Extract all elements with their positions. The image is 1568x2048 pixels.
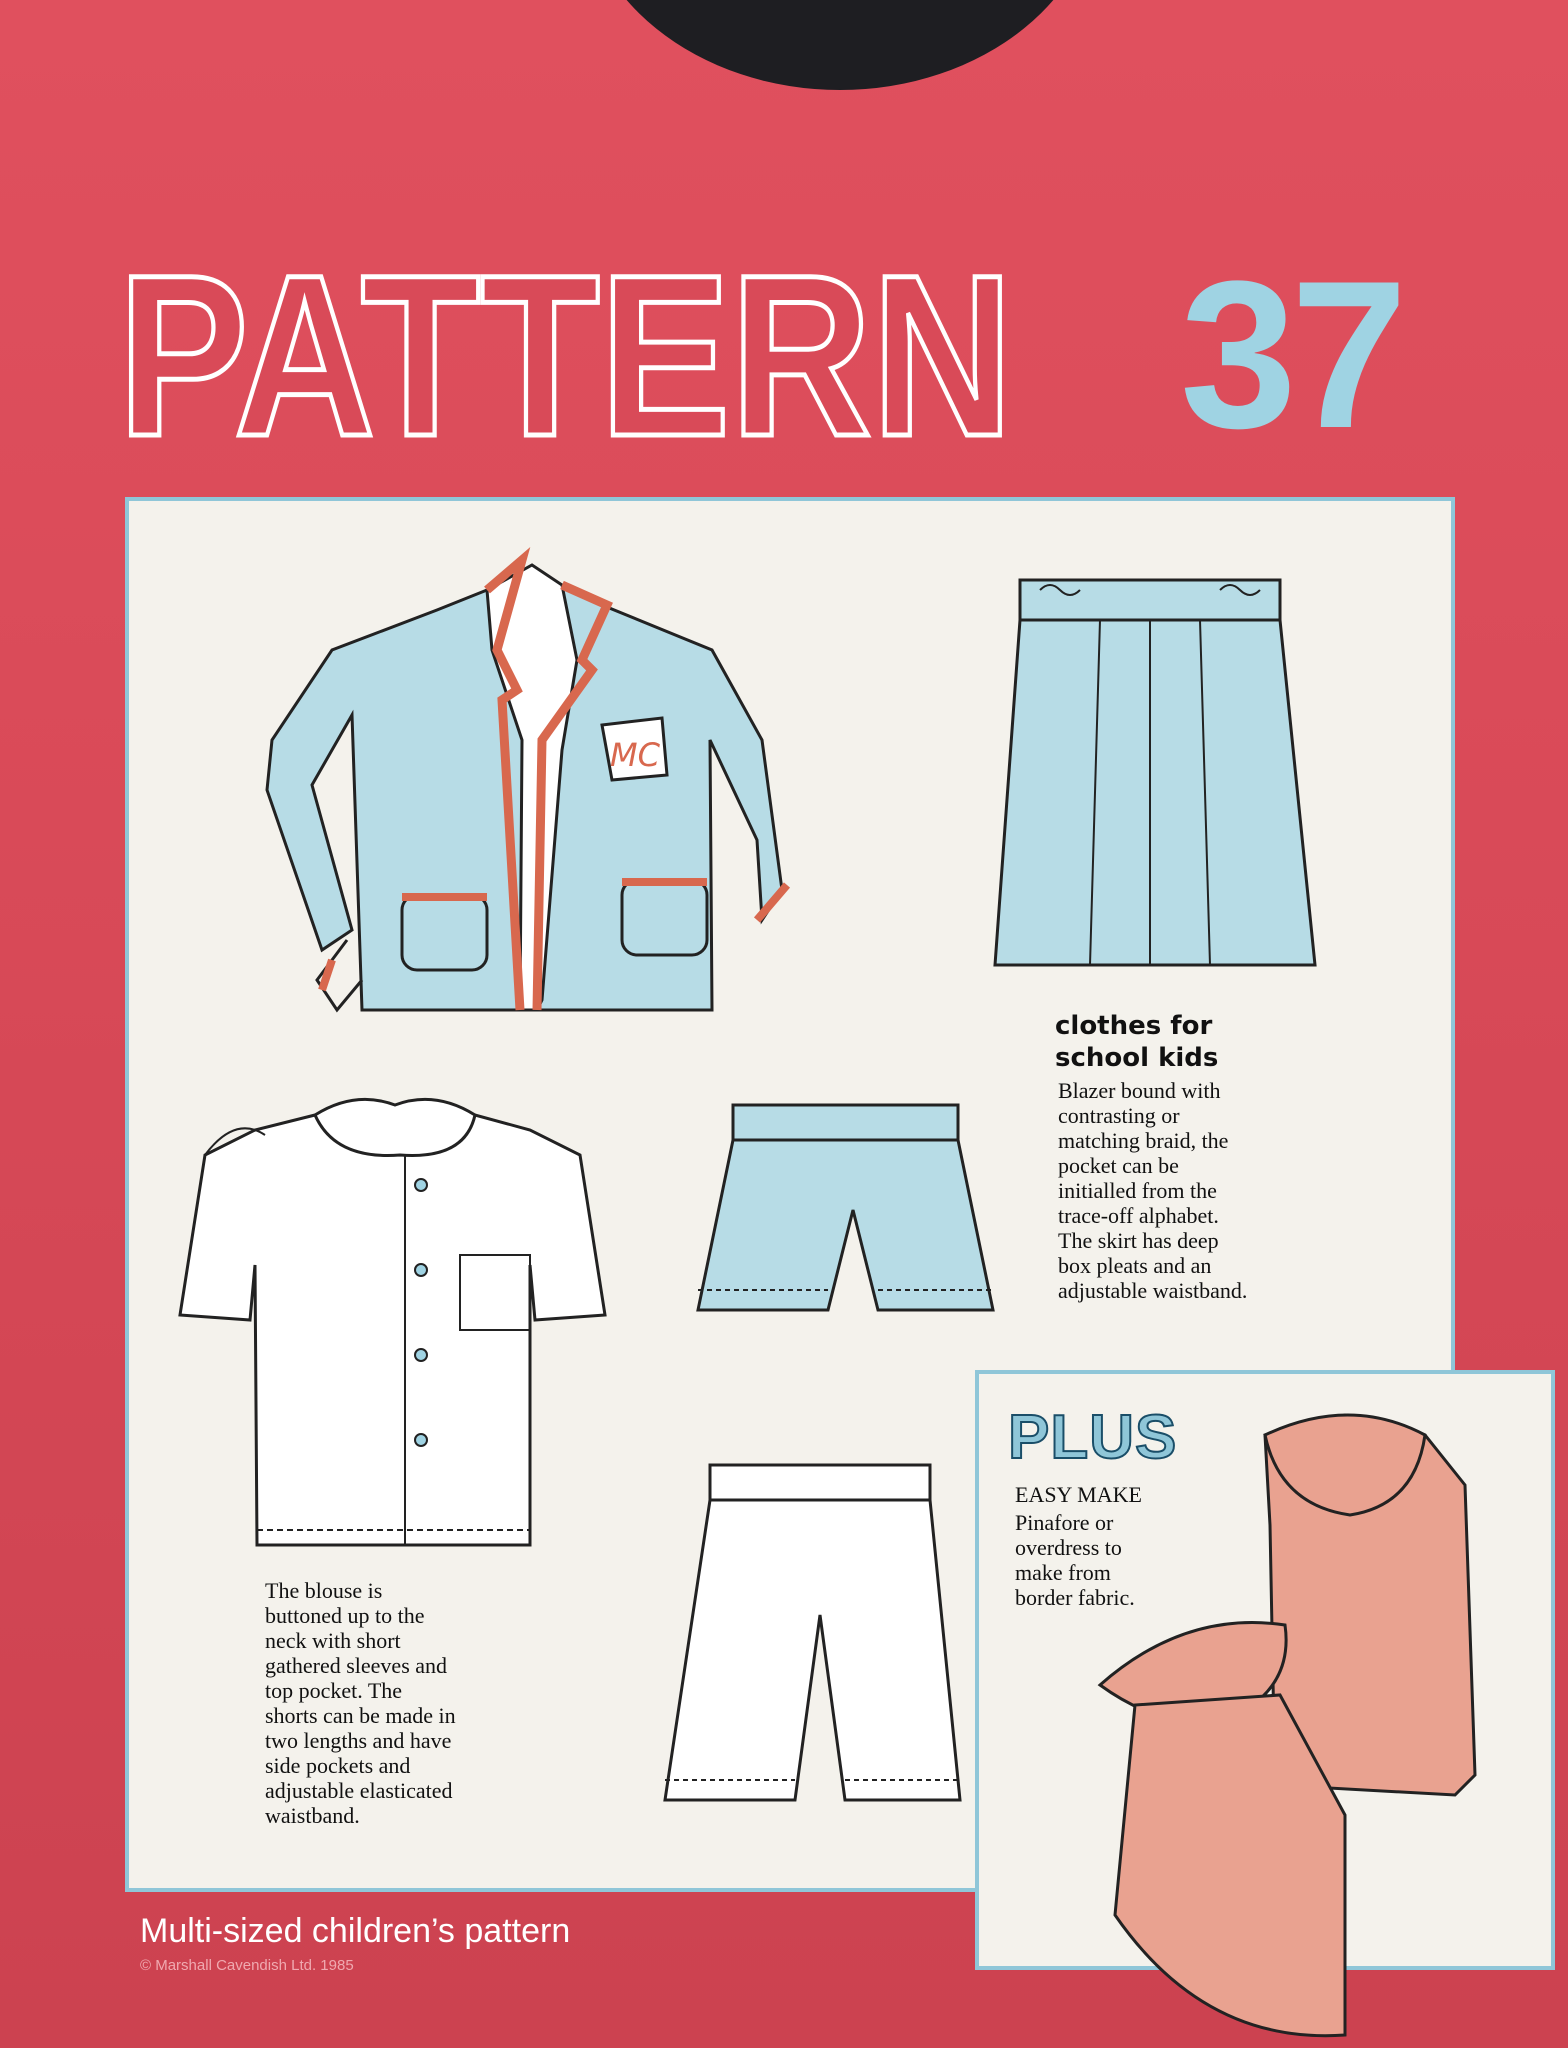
copyright-text: © Marshall Cavendish Ltd. 1985 [140, 1957, 354, 1974]
pinafore-illustration [1095, 1395, 1555, 2045]
school-heading: clothes for school kids [1055, 1011, 1219, 1073]
footer-text: Multi-sized children’s pattern [140, 1912, 571, 1950]
long-shorts-illustration [660, 1455, 980, 1815]
pattern-title [118, 227, 1018, 484]
plus-subtitle: EASY MAKE [1015, 1482, 1142, 1507]
blazer-illustration [262, 540, 982, 1100]
envelope-notch [580, 0, 1100, 90]
blazer-monogram: MC [610, 736, 660, 774]
blouse-illustration [175, 1085, 675, 1585]
blouse-description: The blouse is buttoned up to the neck with short gathered sleeves and top pocket. The shorts can be made in two lengths and have side pockets and adjustable elasticated waistband. [265, 1578, 456, 1828]
pattern-title-text: PATTERN [118, 227, 1013, 484]
short-shorts-illustration [688, 1095, 1008, 1325]
plus-title: PLUS [1008, 1403, 1178, 1472]
skirt-illustration [990, 575, 1320, 995]
school-description: Blazer bound with contrasting or matching braid, the pocket can be initialled from the trace-off alphabet. The skirt has deep box pleats and an adjustable waistband. [1058, 1078, 1248, 1303]
plus-description: Pinafore or overdress to make from border fabric. [1015, 1510, 1135, 1610]
pattern-number: 37 [1180, 237, 1402, 472]
